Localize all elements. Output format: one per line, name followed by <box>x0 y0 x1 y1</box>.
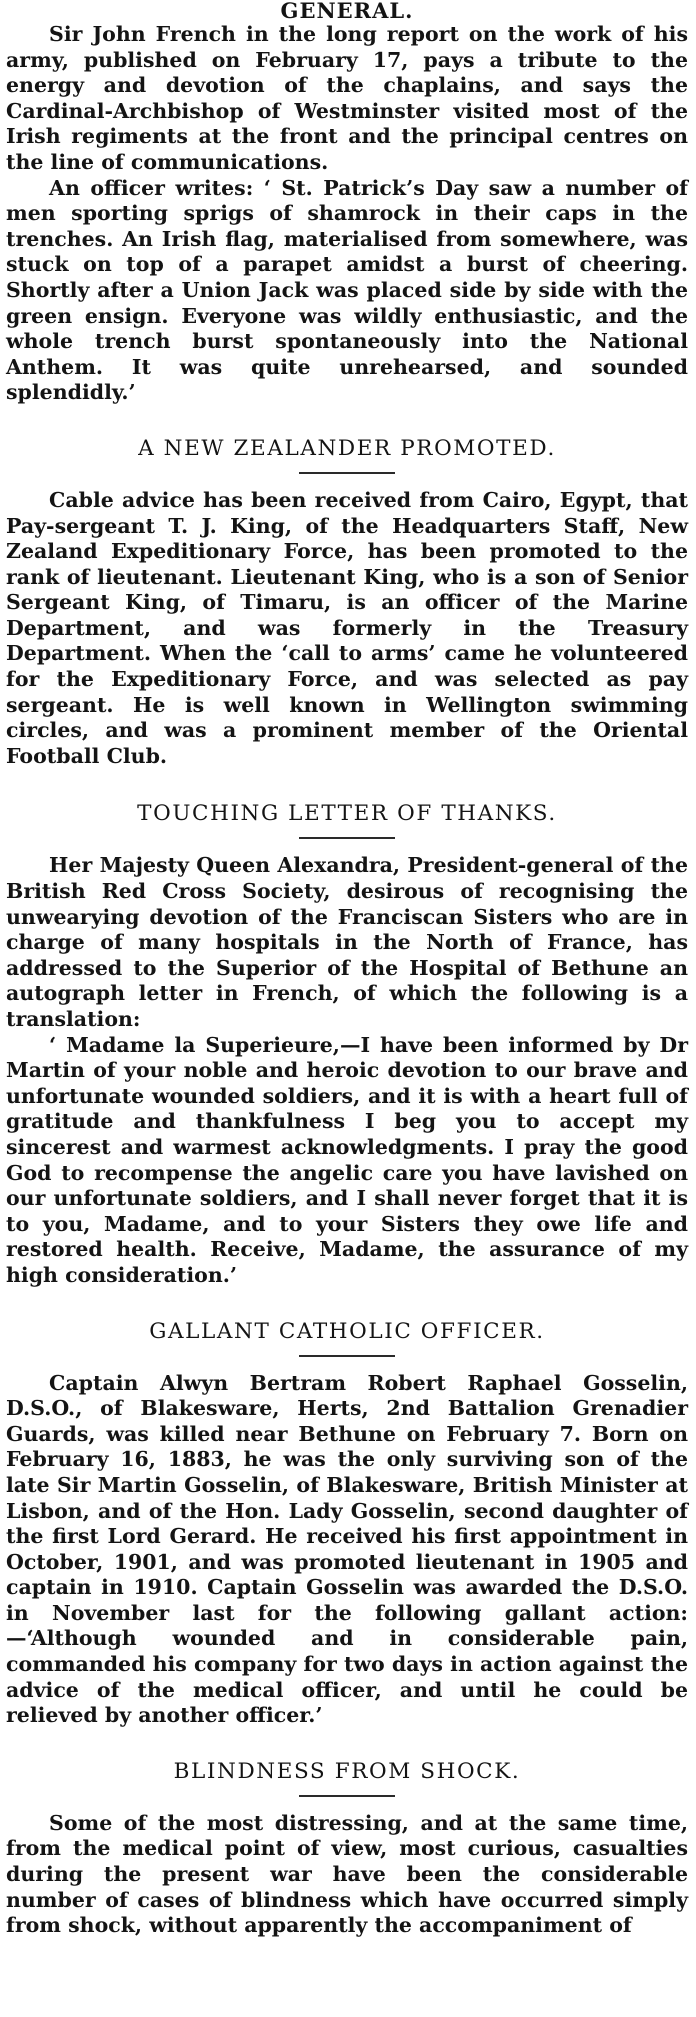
section-heading: BLINDNESS FROM SHOCK. <box>173 1758 521 1784</box>
section-heading: GENERAL. <box>280 0 414 23</box>
article-paragraph: Captain Alwyn Bertram Robert Raphael Gosselin, D.S.O., of Blakesware, Herts, 2nd Battalion Grenadier Guards, was killed near Bethune on February 7. Born on February 16, 1883, he was the only surviving son of the late Sir Martin Gosselin, of Blakesware, British Minister at Lisbon, and of the Hon. Lady Gosselin, second daughter of the first Lord Gerard. He received his first appointment in October, 1901, and was promoted lieutenant in 1905 and captain in 1910. Captain Gosselin was awarded the D.S.O. in November last for the following gallant action:—‘Although wounded and in considerable pain, commanded his company for two days in action against the advice of the medical officer, and until he could be relieved by another officer.’ <box>6 1370 688 1728</box>
section-new-zealander-promoted <box>6 436 688 770</box>
section-gallant-catholic-officer <box>6 1319 688 1729</box>
article-paragraph: Cable advice has been received from Cairo, Egypt, that Pay-sergeant T. J. King, of the Headquarters Staff, New Zealand Expeditionary Force, has been promoted to the rank of lieutenant. Lieutenant King, who is a son of Senior Sergeant King, of Timaru, is an officer of the Marine Department, and was formerly in the Treasury Department. When the ‘call to arms’ came he volunteered for the Expeditionary Force, and was selected as pay sergeant. He is well known in Wellington swimming circles, and was a prominent member of the Oriental Football Club. <box>6 487 688 768</box>
section-heading: GALLANT CATHOLIC OFFICER. <box>149 1318 545 1344</box>
article-paragraph: Some of the most distressing, and at the same time, from the medical point of view, most curious, casualties during the present war have been the considerable number of cases of blindness which have occurred simply from shock, without apparently the accompaniment of <box>6 1810 688 1938</box>
article-paragraph: ‘ Madame la Superieure,—I have been informed by Dr Martin of your noble and heroic devotion to our brave and unfortunate wounded soldiers, and it is with a heart full of gratitude and thankfulness I beg you to accept my sincerest and warmest acknowledgments. I pray the good God to recompense the angelic care you have lavished on our unfortunate soldiers, and I shall never forget that it is to you, Madame, and to your Sisters they owe life and restored health. Receive, Madame, the assurance of my high consideration.’ <box>6 1032 688 1287</box>
article-paragraph: An officer writes: ‘ St. Patrick’s Day saw a number of men sporting sprigs of shamrock in their caps in the trenches. An Irish flag, materialised from somewhere, was stuck on top of a parapet amidst a burst of cheering. Shortly after a Union Jack was placed side by side with the green ensign. Everyone was wildly enthusiastic, and the whole trench burst spontaneously into the National Anthem. It was quite unrehearsed, and sounded splendidly.’ <box>6 175 688 405</box>
section-heading: TOUCHING LETTER OF THANKS. <box>137 801 557 827</box>
section-blindness-from-shock <box>6 1758 688 1938</box>
section-heading: A NEW ZEALANDER PROMOTED. <box>138 435 556 461</box>
divider-rule <box>299 1355 395 1357</box>
truncated-paragraph-wrapper <box>6 1810 688 1938</box>
divider-rule <box>299 1795 395 1797</box>
article-paragraph: Sir John French in the long report on the work of his army, published on February 17, pays a tribute to the energy and devotion of the chaplains, and says the Cardinal-Archbishop of Westminster visited most of the Irish regiments at the front and the principal centres on the line of communications. <box>6 22 688 174</box>
article-paragraph: Her Majesty Queen Alexandra, President-general of the British Red Cross Society, desirous of recognising the unwearying devotion of the Franciscan Sisters who are in charge of many hospitals in the North of France, has addressed to the Superior of the Hospital of Bethune an autograph letter in French, of which the following is a translation: <box>6 853 688 1031</box>
divider-rule <box>299 472 395 474</box>
section-letter-of-thanks <box>6 801 688 1288</box>
divider-rule <box>299 837 395 839</box>
section-general <box>6 0 688 406</box>
